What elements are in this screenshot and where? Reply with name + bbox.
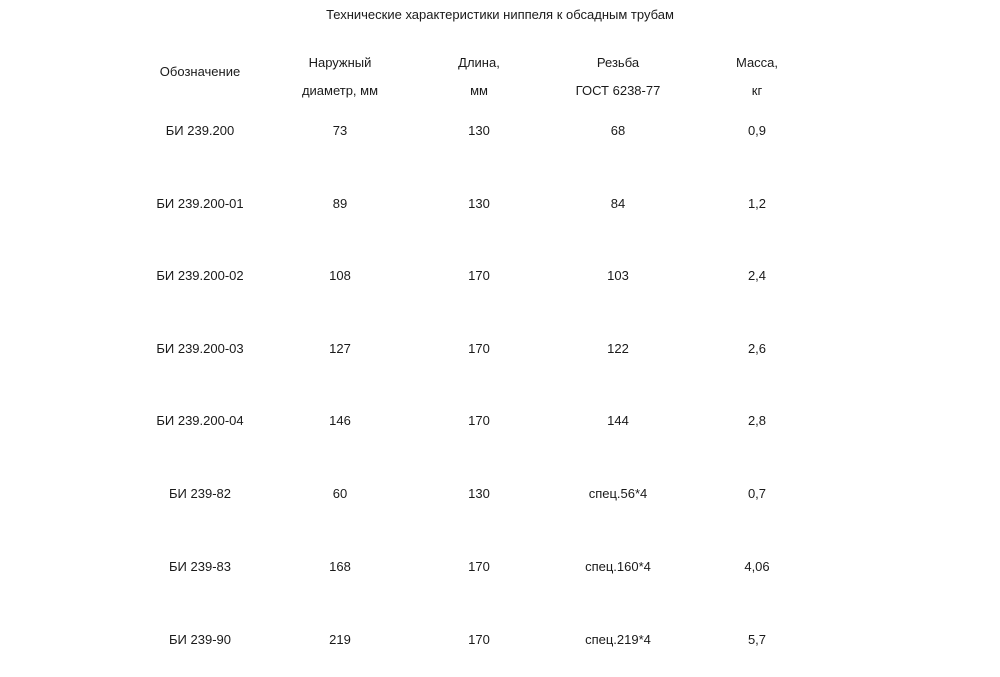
header-outer-diameter [270, 49, 410, 105]
header-designation-line1: Обозначение [159, 64, 241, 79]
table-cell-mass: 5,7 [747, 632, 767, 647]
table-cell-designation: БИ 239.200-04 [156, 413, 244, 428]
table-cell-designation: БИ 239-90 [169, 632, 231, 647]
table-cell-designation: БИ 239.200-02 [156, 268, 244, 283]
table-cell-length: 170 [468, 559, 490, 574]
table-cell-thread: 84 [610, 196, 626, 211]
table-cell-thread: 144 [607, 413, 629, 428]
table-cell-length: 130 [468, 196, 490, 211]
table-cell-length: 130 [468, 123, 490, 138]
table-cell-designation: БИ 239.200-03 [156, 341, 244, 356]
table-cell-length: 170 [468, 268, 490, 283]
table-cell-thread: спец.219*4 [585, 632, 651, 647]
table-cell-thread: спец.160*4 [585, 559, 651, 574]
table-cell-mass: 2,6 [747, 341, 767, 356]
table-cell-designation: БИ 239.200 [165, 123, 235, 138]
header-outer-diameter-line1: Наружный [308, 55, 372, 70]
header-length-line1: Длина, [458, 55, 500, 70]
table-cell-thread: спец.56*4 [588, 486, 648, 501]
table-cell-mass: 1,2 [747, 196, 767, 211]
header-mass-line1: Масса, [735, 55, 779, 70]
table-cell-length: 130 [468, 486, 490, 501]
header-length [420, 49, 538, 105]
table-cell-length: 170 [468, 341, 490, 356]
table-cell-diameter: 73 [332, 123, 348, 138]
table-cell-diameter: 108 [329, 268, 351, 283]
table-cell-thread: 103 [607, 268, 629, 283]
header-outer-diameter-line2: диаметр, мм [301, 83, 379, 98]
table-cell-designation: БИ 239-83 [169, 559, 231, 574]
table-cell-thread: 122 [607, 341, 629, 356]
header-thread-line1: Резьба [596, 55, 640, 70]
table-cell-mass: 0,7 [747, 486, 767, 501]
table-cell-mass: 0,9 [747, 123, 767, 138]
table-cell-mass: 2,4 [747, 268, 767, 283]
table-cell-thread: 68 [610, 123, 626, 138]
table-cell-diameter: 168 [329, 559, 351, 574]
table-cell-diameter: 89 [332, 196, 348, 211]
table-cell-diameter: 60 [332, 486, 348, 501]
header-length-line2: мм [470, 83, 488, 98]
table-cell-length: 170 [468, 413, 490, 428]
header-designation [120, 58, 280, 86]
table-cell-length: 170 [468, 632, 490, 647]
table-cell-mass: 4,06 [744, 559, 770, 574]
header-thread [540, 49, 696, 105]
header-mass [700, 49, 814, 105]
header-thread-line2: ГОСТ 6238-77 [575, 83, 661, 98]
table-cell-designation: БИ 239-82 [169, 486, 231, 501]
header-mass-line2: кг [751, 83, 763, 98]
table-cell-diameter: 219 [329, 632, 351, 647]
table-cell-diameter: 146 [329, 413, 351, 428]
table-cell-mass: 2,8 [747, 413, 767, 428]
table-cell-designation: БИ 239.200-01 [156, 196, 244, 211]
table-cell-diameter: 127 [329, 341, 351, 356]
page-title: Технические характеристики ниппеля к обсадным трубам [326, 7, 674, 22]
